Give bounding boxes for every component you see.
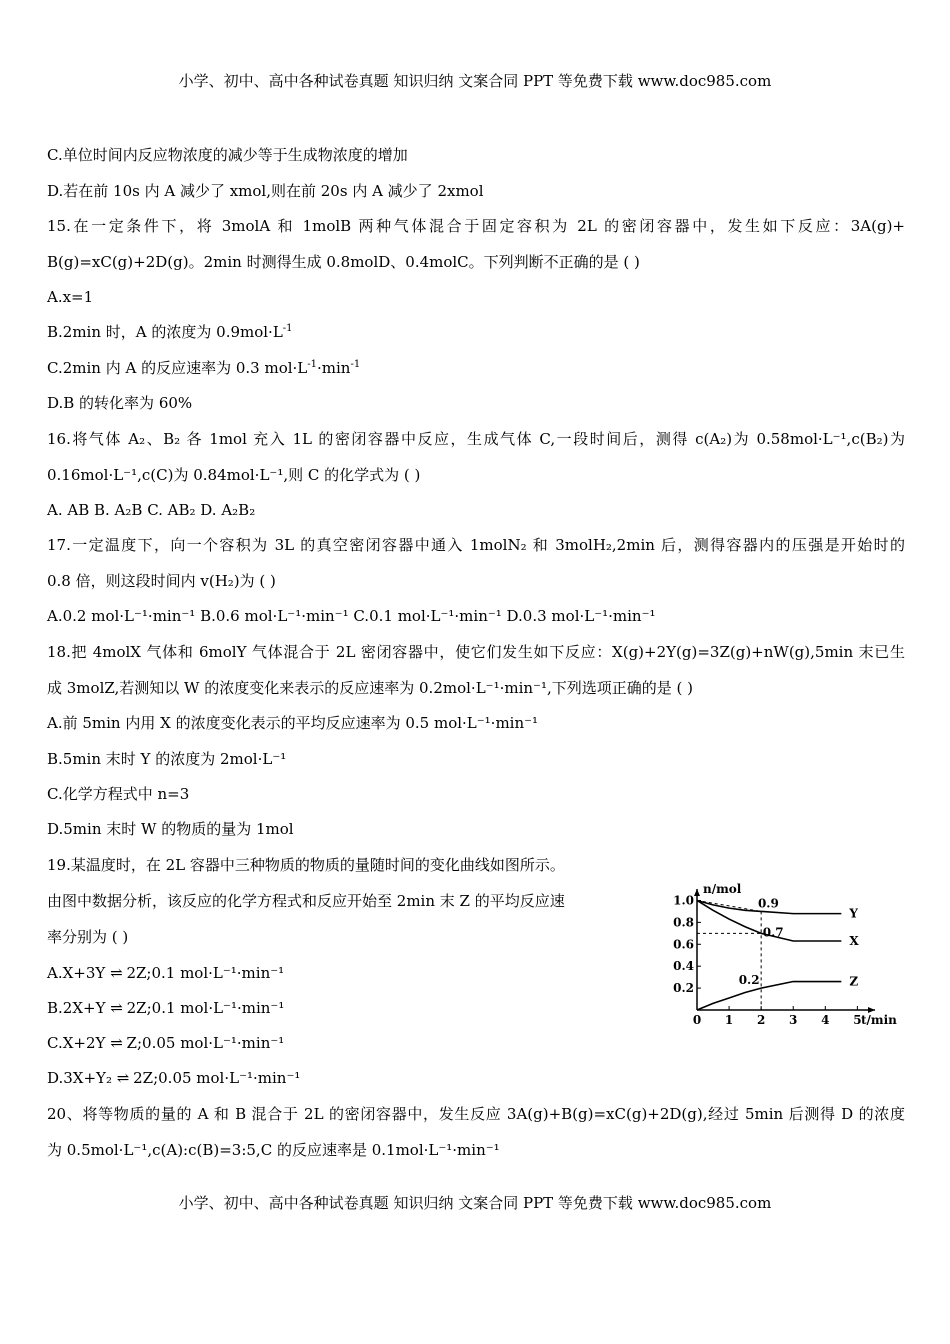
y-tick-label: 0.6 — [673, 937, 694, 952]
chart-guides — [697, 900, 761, 1010]
q19-option-d: D.3X+Y₂ ⇌ 2Z;0.05 mol·L⁻¹·min⁻¹ — [47, 1069, 301, 1087]
x-tick-label: 2 — [756, 1013, 766, 1027]
q18-stem-line2: 成 3molZ,若测知以 W 的浓度变化来表示的反应速率为 0.2mol·L⁻¹·min⁻¹,下列选项正确的是 ( ) — [47, 679, 693, 697]
series-x-label: X — [849, 934, 859, 948]
page-footer: 小学、初中、高中各种试卷真题 知识归纳 文案合同 PPT 等免费下载 www.doc985.com — [178, 1194, 772, 1212]
series-z-line — [697, 982, 841, 1010]
y-axis-label: n/mol — [703, 882, 742, 896]
q15-option-d: D.B 的转化率为 60% — [47, 394, 193, 412]
reversible-arrow-icon: ⇌ — [110, 999, 122, 1017]
reversible-arrow-icon: ⇌ — [110, 1034, 122, 1052]
q19-option-b: B.2X+Y ⇌ 2Z;0.1 mol·L⁻¹·min⁻¹ — [47, 999, 285, 1017]
annotation-z: 0.2 — [738, 973, 760, 988]
series-y-label: Y — [849, 906, 858, 921]
series-z-label: Z — [849, 974, 859, 989]
q17-options: A.0.2 mol·L⁻¹·min⁻¹ B.0.6 mol·L⁻¹·min⁻¹ C.0.1 mol·L⁻¹·min⁻¹ D.0.3 mol·L⁻¹·min⁻¹ — [47, 607, 656, 625]
q15-option-b: B.2min 时，A 的浓度为 $0.9mol\cdot L^{-1}$ — [47, 323, 293, 341]
q19-chart — [672, 868, 897, 1028]
q20-stem-line1: 20、将等物质的量的 A 和 B 混合于 2L 的密闭容器中，发生反应 3A(g)+B(g)=xC(g)+2D(g),经过 5min 后测得 D 的浓度 — [47, 1105, 905, 1123]
q18-option-d: D.5min 末时 W 的物质的量为 1mol — [47, 820, 294, 838]
y-tick-label: 0.4 — [673, 959, 694, 974]
q20-stem-line2: 为 0.5mol·L⁻¹,c(A):c(B)=3:5,C 的反应速率是 0.1mol·L⁻¹·min⁻¹ — [47, 1141, 500, 1159]
reversible-arrow-icon: ⇌ — [116, 1069, 129, 1087]
q15-stem-line1: 15.在一定条件下，将 3molA 和 1molB 两种气体混合于固定容积为 2L 的密闭容器中，发生如下反应：3A(g)+ — [47, 217, 905, 235]
q18-option-b: B.5min 末时 Y 的浓度为 2mol·L⁻¹ — [47, 750, 287, 768]
q17-stem-line2: 0.8 倍，则这段时间内 v(H₂)为 ( ) — [47, 572, 276, 590]
annotation-y: 0.9 — [757, 896, 779, 911]
reversible-arrow-icon: ⇌ — [110, 964, 122, 982]
x-tick-label: 0 — [692, 1013, 702, 1027]
y-axis-arrow-icon — [694, 889, 700, 896]
q17-stem-line1: 17.一定温度下，向一个容积为 3L 的真空密闭容器中通入 1molN₂ 和 3molH₂,2min 后，测得容器内的压强是开始时的 — [47, 536, 905, 554]
y-tick-label: 0.8 — [673, 915, 694, 930]
x-tick-label: 5 — [853, 1013, 862, 1027]
q19-stem-line3: 率分别为 ( ) — [47, 928, 129, 946]
q18-option-a: A.前 5min 内用 X 的浓度变化表示的平均反应速率为 0.5 mol·L⁻¹·min⁻¹ — [47, 714, 539, 732]
chart-series — [697, 900, 841, 1010]
q19-option-c: C.X+2Y ⇌ Z;0.05 mol·L⁻¹·min⁻¹ — [47, 1034, 285, 1052]
q15-option-a: A.x=1 — [47, 288, 94, 306]
q15-option-c: C.2min 内 A 的反应速率为 0.3 $mol\cdot L^{-1}\cdot\min^{-1}$ — [47, 359, 361, 377]
x-tick-label: 4 — [821, 1013, 830, 1027]
q16-stem-line2: 0.16mol·L⁻¹,c(C)为 0.84mol·L⁻¹,则 C 的化学式为 ( ) — [47, 466, 421, 484]
q19-stem-line2: 由图中数据分析，该反应的化学方程式和反应开始至 2min 末 Z 的平均反应速 — [47, 892, 565, 910]
annotation-x: 0.7 — [762, 925, 784, 940]
q16-options: A. AB B. A₂B C. AB₂ D. A₂B₂ — [47, 501, 256, 519]
page-header: 小学、初中、高中各种试卷真题 知识归纳 文案合同 PPT 等免费下载 www.doc985.com — [178, 72, 772, 90]
q19-stem-line1: 19.某温度时，在 2L 容器中三种物质的物质的量随时间的变化曲线如图所示。 — [47, 856, 565, 874]
q18-option-c: C.化学方程式中 n=3 — [47, 785, 190, 803]
q19-option-a: A.X+3Y ⇌ 2Z;0.1 mol·L⁻¹·min⁻¹ — [47, 964, 285, 982]
x-tick-label: 3 — [789, 1013, 798, 1027]
x-tick-label: 1 — [724, 1013, 734, 1027]
q14-option-c: C.单位时间内反应物浓度的减少等于生成物浓度的增加 — [47, 146, 408, 164]
y-tick-label: 0.2 — [673, 981, 694, 996]
y-tick-label: 1.0 — [673, 893, 694, 908]
x-axis-label: t/min — [861, 1013, 897, 1027]
q14-option-d: D.若在前 10s 内 A 减少了 xmol,则在前 20s 内 A 减少了 2xmol — [47, 182, 484, 200]
q18-stem-line1: 18.把 4molX 气体和 6molY 气体混合于 2L 密闭容器中，使它们发生如下反应：X(g)+2Y(g)=3Z(g)+nW(g),5min 末已生 — [47, 643, 905, 661]
q16-stem-line1: 16.将气体 A₂、B₂ 各 1mol 充入 1L 的密闭容器中反应，生成气体 C,一段时间后，测得 c(A₂)为 0.58mol·L⁻¹,c(B₂)为 — [47, 430, 905, 448]
q15-stem-line2: B(g)=xC(g)+2D(g)。2min 时测得生成 0.8molD、0.4molC。下列判断不正确的是 ( ) — [47, 253, 640, 271]
